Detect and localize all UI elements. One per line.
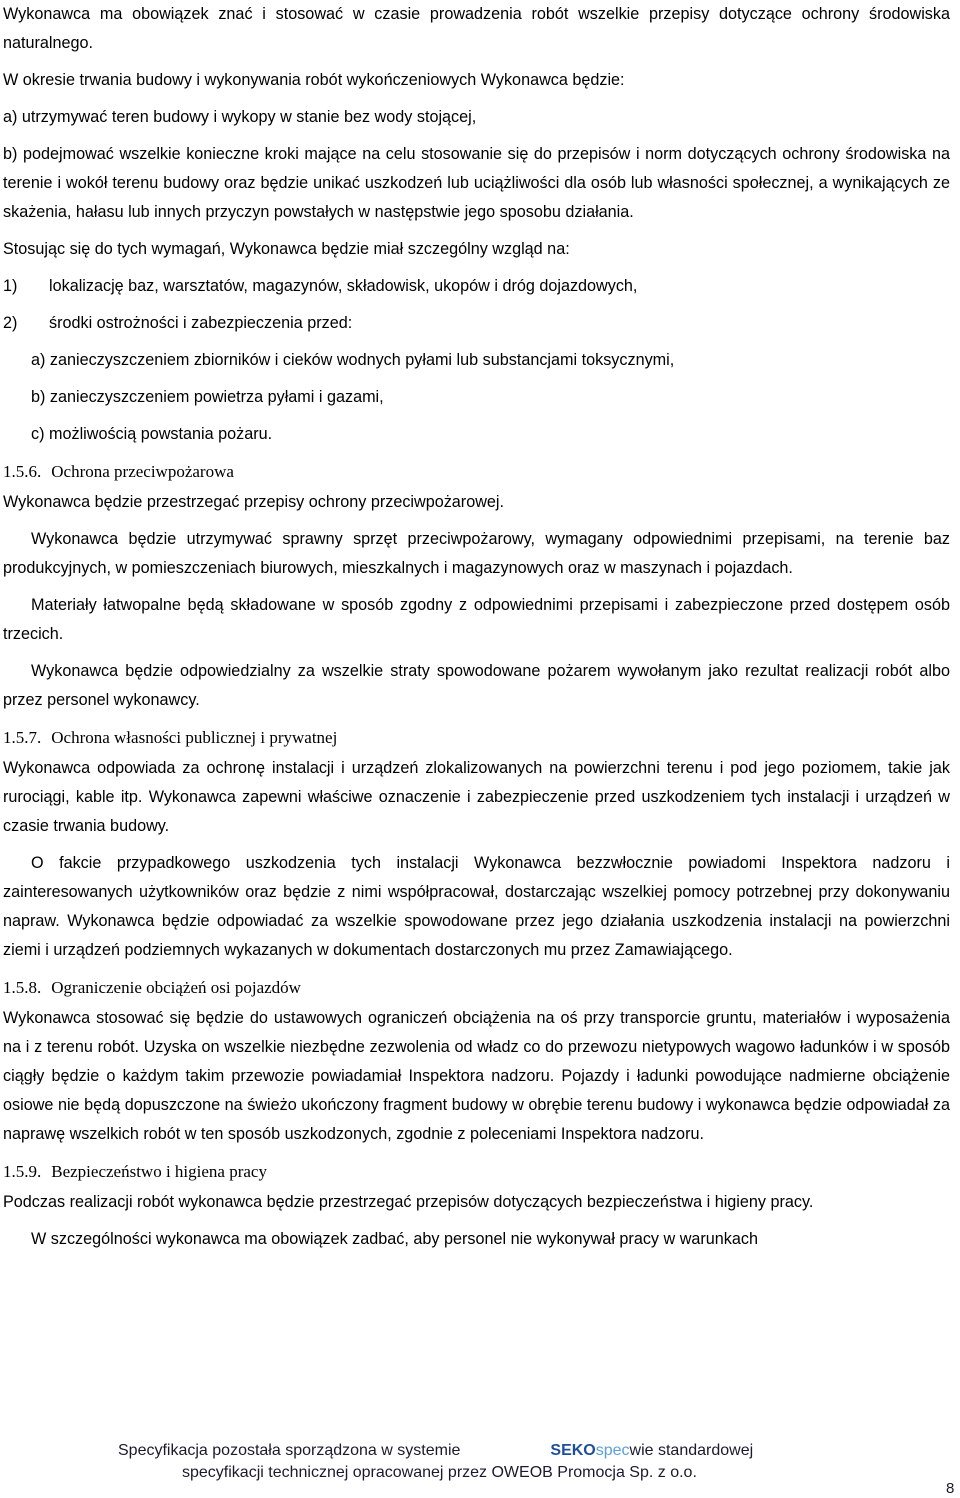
footer-text: wie standardowej xyxy=(629,1442,754,1459)
section-title: Bezpieczeństwo i higiena pracy xyxy=(51,1162,267,1181)
section-number: 1.5.9. xyxy=(3,1162,42,1181)
paragraph: O fakcie przypadkowego uszkodzenia tych instalacji Wykonawca bezzwłocznie powiadomi Inspektora nadzoru i zainteresowanych użytkowników oraz będzie z nimi współpracował, dostarczając wszelkiej pomocy potrzebnej przy dokonywaniu napraw. Wykonawca będzie odpowiadać za wszelkie spowodowane przez jego działania uszkodzenia instalacji na powierzchni ziemi i urządzeń podziemnych wykazanych w dokumentach dostarczonych mu przez Zamawiającego. xyxy=(3,854,950,959)
page-number: 8 xyxy=(946,1480,955,1497)
paragraph: Stosując się do tych wymagań, Wykonawca będzie miał szczególny wzgląd na: xyxy=(3,240,570,258)
section-heading xyxy=(3,1157,950,1186)
section-title: Ograniczenie obciążeń osi pojazdów xyxy=(51,978,301,997)
footer-line-2: specyfikacji technicznej opracowanej przez OWEOB Promocja Sp. z o.o. xyxy=(182,1464,697,1481)
section-title: Ochrona własności publicznej i prywatnej xyxy=(51,728,338,747)
brand-logo-seko: SEKO xyxy=(550,1442,596,1459)
document-body xyxy=(3,0,950,1254)
brand-logo-spec: spec xyxy=(595,1442,630,1459)
sublist-item: a) zanieczyszczeniem zbiorników i cieków wodnych pyłami lub substancjami toksycznymi, xyxy=(31,351,675,369)
list-item xyxy=(3,272,950,301)
section-heading xyxy=(3,723,950,752)
paragraph: Wykonawca ma obowiązek znać i stosować w czasie prowadzenia robót wszelkie przepisy dotyczące ochrony środowiska naturalnego. xyxy=(3,5,950,52)
section-number: 1.5.6. xyxy=(3,462,42,481)
footer-text: Specyfikacja pozostała sporządzona w systemie xyxy=(118,1442,461,1459)
section-heading xyxy=(3,457,950,486)
section-heading xyxy=(3,973,950,1002)
paragraph: Materiały łatwopalne będą składowane w sposób zgodny z odpowiednimi przepisami i zabezpieczone przed dostępem osób trzecich. xyxy=(3,596,950,643)
sublist-item: b) zanieczyszczeniem powietrza pyłami i gazami, xyxy=(31,388,384,406)
paragraph: W okresie trwania budowy i wykonywania robót wykończeniowych Wykonawca będzie: xyxy=(3,71,625,89)
paragraph: Wykonawca będzie utrzymywać sprawny sprzęt przeciwpożarowy, wymagany odpowiednimi przepisami, na terenie baz produkcyjnych, w pomieszczeniach biurowych, mieszkalnych i magazynowych oraz w maszynach i pojazdach. xyxy=(3,530,950,577)
paragraph: b) podejmować wszelkie konieczne kroki mające na celu stosowanie się do przepisów i norm dotyczących ochrony środowiska na terenie i wokół terenu budowy oraz będzie unikać uszkodzeń lub uciążliwości dla osób lub własności społecznej, a wynikających ze skażenia, hałasu lub innych przyczyn powstałych w następstwie jego sposobu działania. xyxy=(3,145,950,221)
section-number: 1.5.8. xyxy=(3,978,42,997)
paragraph: Wykonawca będzie odpowiedzialny za wszelkie straty spowodowane pożarem wywołanym jako rezultat realizacji robót albo przez personel wykonawcy. xyxy=(3,662,950,709)
paragraph: Wykonawca stosować się będzie do ustawowych ograniczeń obciążenia na oś przy transporcie gruntu, materiałów i wyposażenia na i z terenu robót. Uzyska on wszelkie niezbędne zezwolenia od władz co do przewozu nietypowych wagowo ładunków i w sposób ciągły będzie o każdym takim przewozie powiadamiał Inspektora nadzoru. Pojazdy i ładunki powodujące nadmierne obciążenie osiowe nie będą dopuszczone na świeżo ukończony fragment budowy w obrębie terenu budowy i wykonawca będzie odpowiadał za naprawę wszelkich robót w ten sposób uszkodzonych, zgodnie z poleceniami Inspektora nadzoru. xyxy=(3,1009,950,1143)
paragraph: Wykonawca odpowiada za ochronę instalacji i urządzeń zlokalizowanych na powierzchni terenu i pod jego poziomem, takie jak rurociągi, kable itp. Wykonawca zapewni właściwe oznaczenie i zabezpieczenie przed uszkodzeniem tych instalacji i urządzeń w czasie trwania budowy. xyxy=(3,759,950,835)
footer-line-1 xyxy=(118,1442,753,1460)
section-number: 1.5.7. xyxy=(3,728,42,747)
list-number: 2) xyxy=(3,314,18,332)
paragraph: a) utrzymywać teren budowy i wykopy w stanie bez wody stojącej, xyxy=(3,108,477,126)
sublist-item: c) możliwością powstania pożaru. xyxy=(31,425,273,443)
paragraph: W szczególności wykonawca ma obowiązek zadbać, aby personel nie wykonywał pracy w warunkach xyxy=(31,1230,758,1248)
list-item xyxy=(3,309,950,338)
page-footer xyxy=(0,1442,960,1498)
paragraph: Wykonawca będzie przestrzegać przepisy ochrony przeciwpożarowej. xyxy=(3,493,504,511)
list-number: 1) xyxy=(3,277,18,295)
paragraph: Podczas realizacji robót wykonawca będzie przestrzegać przepisów dotyczących bezpieczeństwa i higieny pracy. xyxy=(3,1193,814,1211)
list-text: środki ostrożności i zabezpieczenia przed: xyxy=(49,314,353,332)
list-text: lokalizację baz, warsztatów, magazynów, składowisk, ukopów i dróg dojazdowych, xyxy=(49,277,638,295)
section-title: Ochrona przeciwpożarowa xyxy=(51,462,234,481)
